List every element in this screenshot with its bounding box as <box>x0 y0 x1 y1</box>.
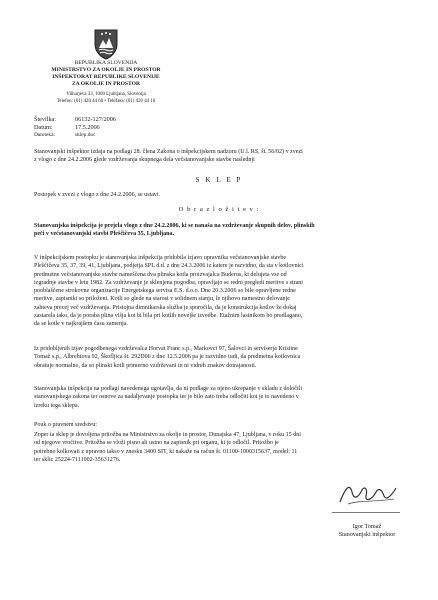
text-line: peči v večstanovanjski stavbi Pleščičeva 35, Ljubljana. <box>34 231 175 238</box>
text-line: Stanovanjska inšpekcija je prejela vlogo z dne 24.2.2006, ki se nanaša na vzdrževanje skupnih delov, plinskih <box>34 223 315 229</box>
paragraph-pritozba <box>34 431 420 464</box>
text-line: izreku tega sklepa. <box>34 402 80 409</box>
stevilka-value: 06132-127/2006 <box>75 116 116 123</box>
text-line: Tomaž s.p., Albrehtova 92, Škofljica št. 292D06 z dne 12.5.2006 pa je razvidno tudi, da predmetna kotlovnica <box>34 354 301 361</box>
text-line: da se kotle v najkrajšem času zamenja. <box>34 321 128 328</box>
paragraph-vzdrzevalec <box>34 345 420 370</box>
text-line: potrebno kolkovati z upravno takso v znesku 3400 SIT, ki nakaže na račun št. 01100-1000315637, model: 11 <box>34 448 298 455</box>
datum-value: 17.5.2006 <box>75 124 100 131</box>
datoteka-label: Datoteka: <box>34 132 55 138</box>
text-line: stanovanjskega zakona ter osnove za nadaljevanje postopka ter je bilo zato treba odločiti kot je to navedeno v <box>34 394 299 401</box>
signatory-name: Igor Tomaž <box>352 523 382 530</box>
signatory-role: Stanovanjski inšpektor <box>338 531 396 538</box>
signature-line <box>332 512 400 513</box>
header-line1: REPUBLIKA SLOVENIJA <box>74 60 138 66</box>
datum-label: Datum: <box>34 124 53 131</box>
text-line: meritve, zapisniki so priloženi. Kotli so glede na starost v solidnem stanju, le njihovo namestno delovanje <box>34 296 290 303</box>
paragraph-ugotovitev <box>34 385 420 410</box>
text-line: predmetne večstanovanjske stavbe nameščena dva plinska kotla proizvajalca Buderus, ki delujeta vse od <box>34 271 287 278</box>
sklep-heading: S K L E P <box>195 176 243 184</box>
header-phone: Telefon: (01) 420 44 60 • Telefaks: (01) 420 44 10 <box>56 99 156 104</box>
header-inspectorate: INŠPEKTORAT REPUBLIKE SLOVENIJE <box>52 74 160 80</box>
text-line: izgradnje stavbe v letu 1982. Za vzdrževanje je sklenjena pogodba, opravljajo se redni pregledi meritve s strani <box>34 279 303 286</box>
stevilka-label: Številka: <box>34 116 56 123</box>
postopek-sentence: Postopek v zvezi z vlogo z dne 24.2.2006, se ustavi. <box>34 192 161 198</box>
text-line: obratuje normalno, da so plinski kotli primerno vzdrževani in ni vidnih znakov dotrajanosti. <box>34 362 257 369</box>
datoteka-value: sklep.doc <box>75 132 96 138</box>
coat-of-arms-icon <box>92 28 120 60</box>
text-line: Stanovanjska inšpekcija na podlagi navedenega ugotavlja, da ni podlage za njeno ukrepanje v skladu z določili <box>34 386 302 392</box>
handwritten-signature <box>336 478 400 510</box>
text-line: Zoper ta sklep je dovoljena pritožba na Ministrstvo za okolje in prostor, Dunajska 47, Ljubljana, v roku 15 dni <box>34 432 301 438</box>
text-line: Stanovanjski inšpektor izdaja na podlagi 28. člena Zakona o inšpekcijskem nadzoru (U.l. RS, št. 56/02) v zvezi <box>34 149 303 155</box>
paragraph-izjava <box>34 254 420 329</box>
text-line: ter sklic 25224-7111002-35631276. <box>34 456 121 463</box>
header-ministry: MINISTRSTVO ZA OKOLJE IN PROSTOR <box>51 67 161 73</box>
paragraph-vloga <box>34 222 420 239</box>
text-line: zahteva precej več vzdrževanja. Pristojna dimnikarska služba je sporočila, da je konstrukcija kotlov že dokaj <box>34 304 297 311</box>
text-line: pooblaščene strokovne organizacije Energetskega servisa E.S. d.o.o. Dne 20.3.2006 so bile opravljene redne <box>34 288 296 295</box>
header-inspectorate-2: ZA OKOLJE IN PROSTOR <box>71 81 141 87</box>
text-line: Iz pridobljenih izjav pogodbenega vzdrževalca Horvat Franc s.p., Markovci 97, Šalovci in serviserja Kristine <box>34 346 298 352</box>
text-line: zastarela tako, da je poraba plina višja kot bi bila pri kotlih novejše izvedbe. Etažnim lastnikom bo predlagano, <box>34 313 303 320</box>
intro-paragraph <box>34 148 420 165</box>
pouk-heading: Pouk o pravnem sredstvu: <box>34 422 97 428</box>
text-line: Pleščičeva 35, 37, 39, 41, Ljubljana, podjetja SPL d.d. z dne 24.3.2006 iz katere je razvidno, da sta v kotlovnici <box>34 263 304 270</box>
text-line: V inšpekcijskem postopku je stanovanjska inšpekcija pridobila izjavo upravnika večstanovanjske stavbe <box>34 255 287 261</box>
header-address: Vilharjeva 33, 1000 Ljubljana, Slovenija <box>66 92 146 97</box>
text-line: z vlogo z dne 24.2.2006 glede vzdrževanja skupnega dela večstanovanjske stavbe naslednji <box>34 157 255 164</box>
obrazlozitev-heading: O b r a z l o ž i t e v : <box>178 206 260 213</box>
text-line: od njegove vročitve. Pritožba se vloži pisno ali ustno na zapisnik pri organu, ki je odločil. Pritožbo je <box>34 440 279 447</box>
